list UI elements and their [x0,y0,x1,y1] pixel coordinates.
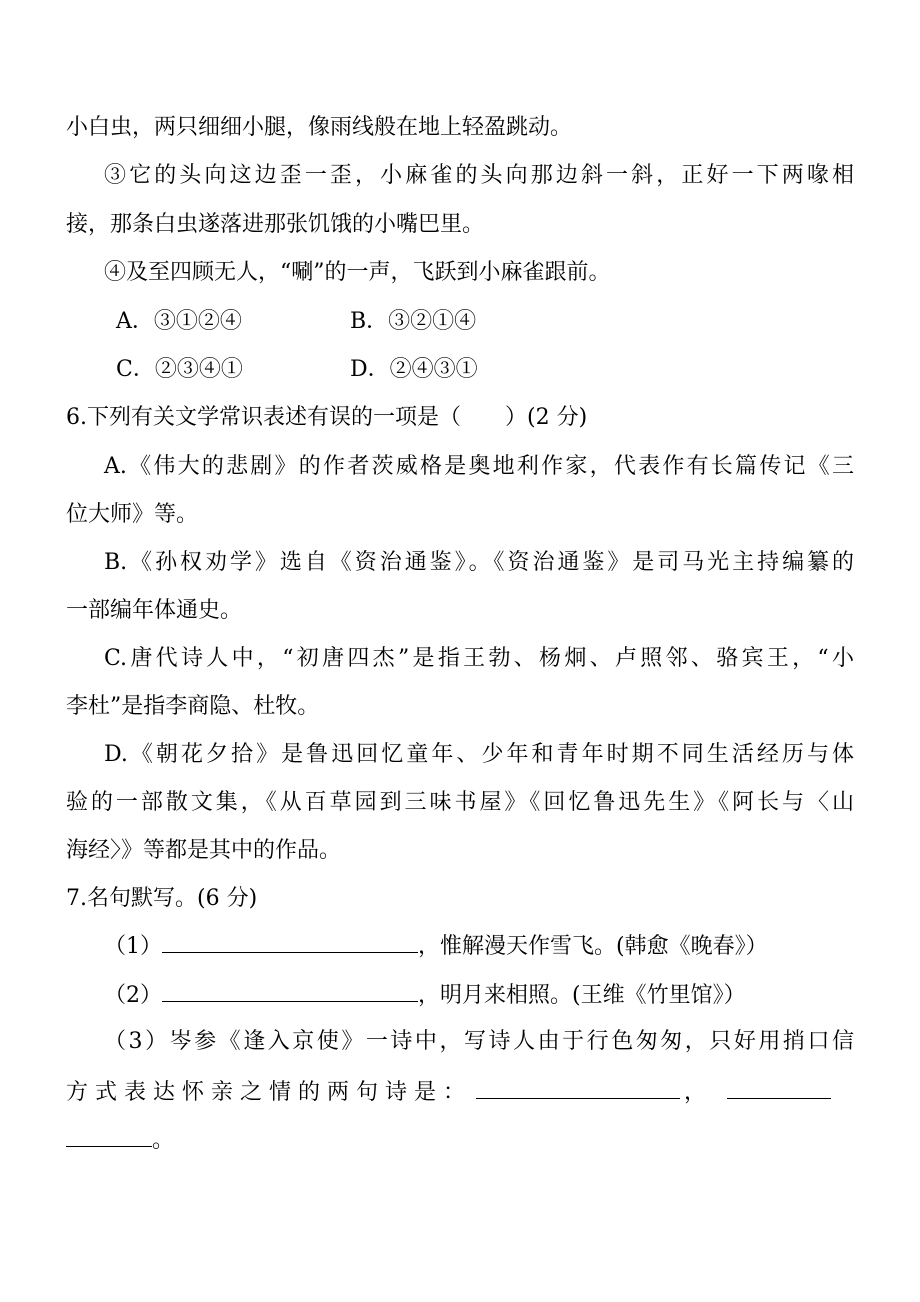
q7-item-3-line-1: （3）岑参《逢入京使》一诗中，写诗人由于行色匆匆，只好用捎口信 [104,1029,854,1054]
question-6-title: 6.下列有关文学常识表述有误的一项是（ ）(2 分) [66,405,588,430]
q7-item-3-line-2 [66,1076,831,1109]
q6-option-c-line-2: 李杜”是指李商隐、杜牧。 [66,694,320,719]
q7-item-3-period: 。 [152,1128,175,1153]
question-7-title: 7.名句默写。(6 分) [66,886,258,911]
q7-item-1-number: （1） [104,934,162,959]
q7-item-3-line-3 [66,1124,174,1157]
q6-option-b-line-2: 一部编年体通史。 [66,598,243,623]
option-a: A．③①②④ [116,309,242,334]
q7-item-2 [104,979,746,1012]
q6-option-c-line-1: C.唐代诗人中，“初唐四杰”是指王勃、杨炯、卢照邻、骆宾王，“小 [104,646,854,671]
q7-item-2-number: （2） [104,983,162,1008]
option-c: C．②③④① [116,357,243,382]
option-d: D．②④③① [350,357,478,382]
q6-option-d-line-3: 海经〉》等都是其中的作品。 [66,838,342,863]
sentence-3-line-1: ③它的头向这边歪一歪，小麻雀的头向那边斜一斜，正好一下两喙相 [104,163,854,188]
q6-option-d-line-2: 验的一部散文集，《从百草园到三味书屋》《回忆鲁迅先生》《阿长与〈山 [66,790,854,815]
q7-item-2-blank[interactable] [162,979,418,1002]
q7-item-3-blank-2-continued[interactable] [66,1124,152,1147]
passage-line: 小白虫，两只细细小腿，像雨线般在地上轻盈跳动。 [66,115,573,140]
q7-item-3-blank-1[interactable] [476,1076,680,1099]
q7-item-1 [104,930,768,963]
q6-option-d-line-1: D.《朝花夕拾》是鲁迅回忆童年、少年和青年时期不同生活经历与体 [104,742,854,767]
option-b: B．③②①④ [350,309,477,334]
q7-item-2-text: ，明月来相照。(王维《竹里馆》） [418,983,746,1008]
q6-option-a-line-1: A.《伟大的悲剧》的作者茨威格是奥地利作家，代表作有长篇传记《三 [104,454,854,479]
q6-option-a-line-2: 位大师》等。 [66,502,199,527]
sentence-3-line-2: 接，那条白虫遂落进那张饥饿的小嘴巴里。 [66,212,485,237]
q7-item-3-comma: ， [684,1080,714,1105]
q7-item-3-blank-2[interactable] [727,1076,831,1099]
q7-item-1-text: ，惟解漫天作雪飞。(韩愈《晚春》） [418,934,768,959]
q7-item-1-blank[interactable] [162,930,418,953]
q6-option-b-line-1: B.《孙权劝学》选自《资治通鉴》。《资治通鉴》是司马光主持编纂的 [104,550,854,575]
sentence-4: ④及至四顾无人，“唰”的一声，飞跃到小麻雀跟前。 [104,260,611,285]
q7-item-3-prompt: 方式表达怀亲之情的两句诗是： [66,1080,473,1105]
